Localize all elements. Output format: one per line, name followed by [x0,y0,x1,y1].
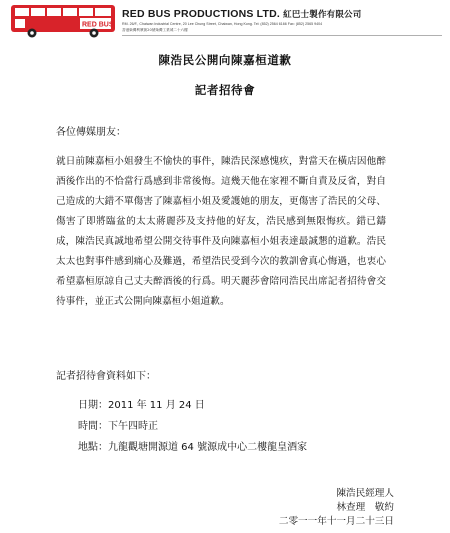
letterhead [10,4,442,42]
letterhead-divider [122,35,442,36]
signature-name: 林查理 敬約 [336,502,394,513]
salutation: 各位傳媒朋友： [56,127,126,138]
event-venue: 地點：九龍觀塘開源道 64 號源成中心二樓龍皇酒家 [78,442,308,453]
document-subtitle: 記者招待會 [194,83,256,97]
document-title: 陳浩民公開向陳嘉桓道歉 [158,53,292,67]
company-name: RED BUS PRODUCTIONS LTD. 紅巴士製作有限公司 [122,8,362,20]
body-paragraph: 就日前陳嘉桓小姐發生不愉快的事件，陳浩民深感愧疚，對當天在橫店因他醉酒後作出的不恰當行爲感到非常後悔。這幾天他在家裡不斷自責及反省，對自己造成的大錯不單傷害了陳嘉桓小姐及愛護她的朋友，更傷害了浩民的父母、傷害了即將臨盆的太太蔣麗莎及支持他的好友，浩民感到無限悔疚。錯已鑄成，陳浩民真誠地希望公開交待事件及向陳嘉桓小姐表達最誠懇的道歉。浩民太太也對事件感到痛心及難過，希望浩民受到今次的教訓會真心悔過，也衷心希望嘉桓原諒自己丈夫醉酒後的行爲。明天麗莎會陪同浩民出席記者招待會交待事件，並正式公開向陳嘉桓小姐道歉。 [56,156,386,307]
company-name-zh: 紅巴士製作有限公司 [283,10,362,20]
signature-title: 陳浩民經理人 [336,488,394,499]
event-time: 時間：下午四時正 [78,421,158,432]
signature-date: 二零一一年十一月二十三日 [278,516,394,527]
logo-text: RED BUS [82,21,114,29]
company-address-zh: 香港柴灣利眾街20號柴灣工業城二十六樓 [122,28,188,32]
company-address-en: RM. 26/F., Chaiwan Industrial Centre, 20 Lee Chung Street, Chaiwan, Hong Kong. Tel: (852) 2564 6166 Fax: (852) 2565 9404 [122,22,323,26]
info-heading: 記者招待會資料如下： [56,371,156,382]
event-date: 日期：2011 年 11 月 24 日 [78,400,205,411]
red-bus-logo [10,4,116,38]
